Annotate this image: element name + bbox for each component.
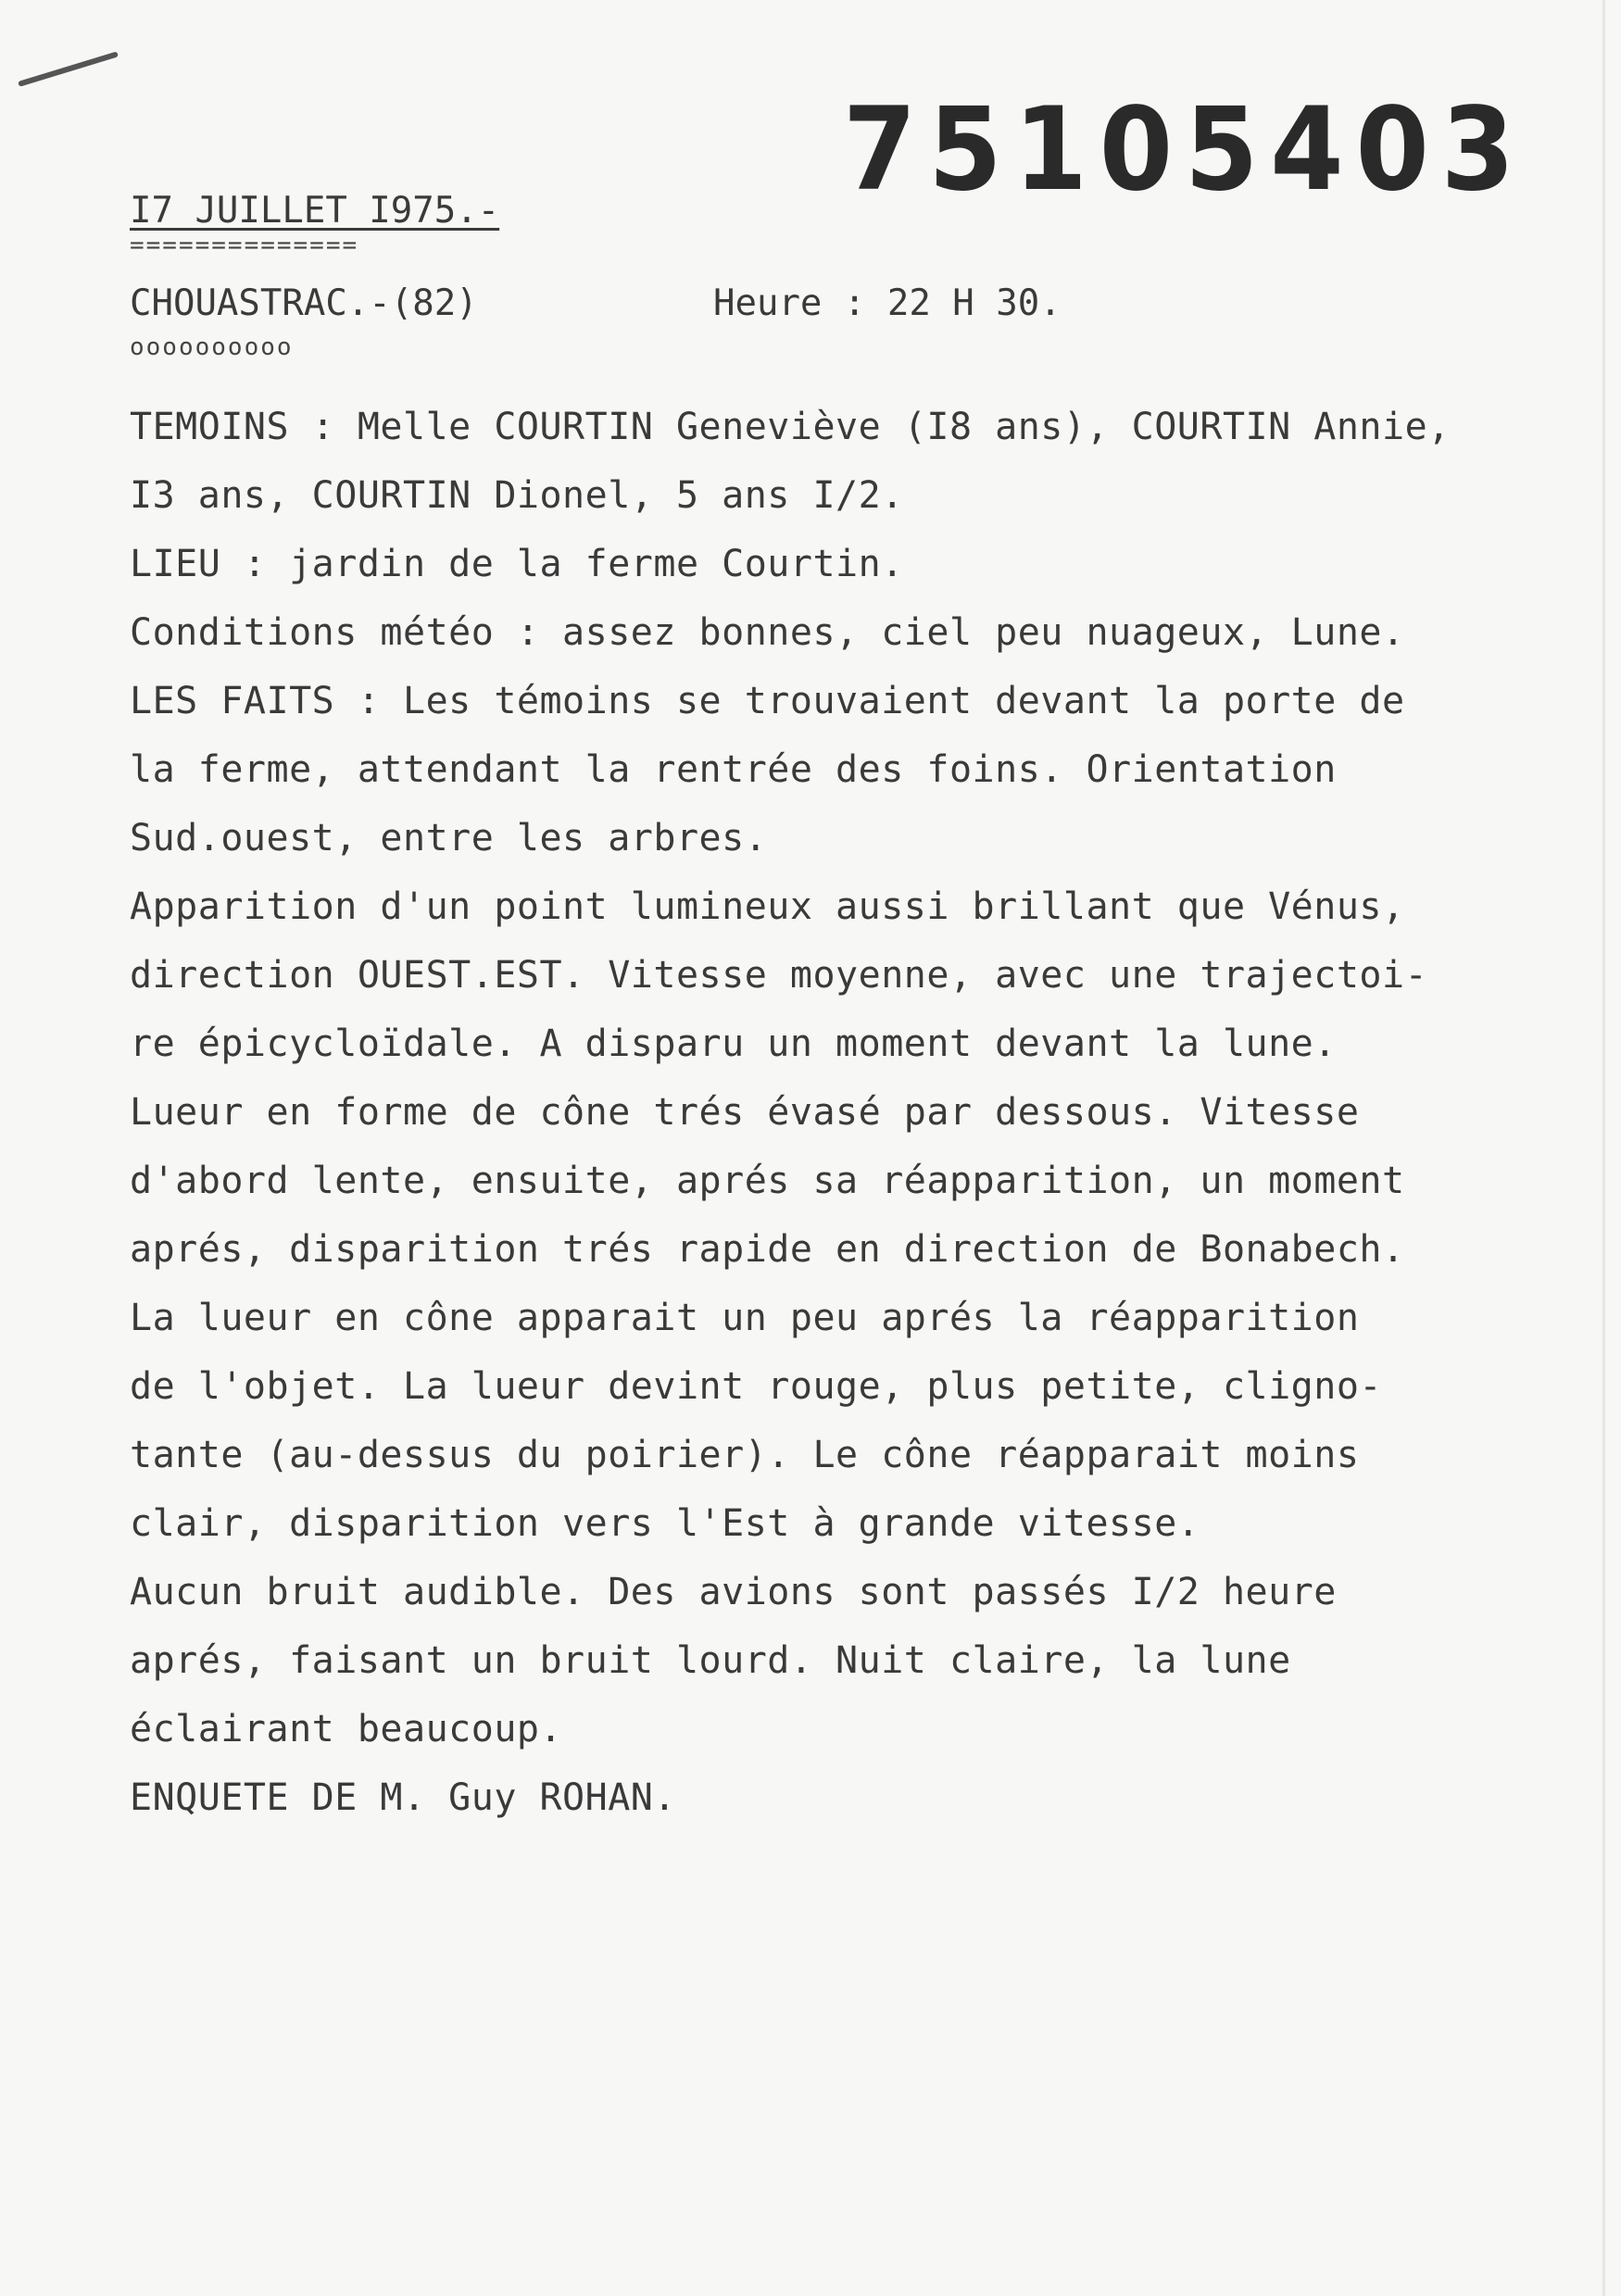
body-line: Sud.ouest, entre les arbres.	[130, 817, 768, 859]
place-underline-rule: oooooooooo	[130, 333, 294, 361]
document-number-stamp: 75105403	[843, 83, 1527, 217]
body-line: re épicycloïdale. A disparu un moment devant la lune.	[130, 1023, 1337, 1065]
report-time: Heure : 22 H 30.	[713, 282, 1062, 324]
body-line: aprés, disparition trés rapide en direction de Bonabech.	[130, 1228, 1405, 1271]
body-line: TEMOINS : Melle COURTIN Geneviève (I8 ans), COURTIN Annie,	[130, 406, 1451, 448]
body-line: Apparition d'un point lumineux aussi brillant que Vénus,	[130, 885, 1405, 928]
body-line: I3 ans, COURTIN Dionel, 5 ans I/2.	[130, 474, 904, 517]
date-underline-rule: ==============	[130, 232, 359, 259]
body-line: LES FAITS : Les témoins se trouvaient devant la porte de	[130, 680, 1405, 722]
body-line: LIEU : jardin de la ferme Courtin.	[130, 543, 904, 585]
body-line: tante (au-dessus du poirier). Le cône réapparait moins	[130, 1434, 1360, 1476]
body-line: aprés, faisant un bruit lourd. Nuit claire, la lune	[130, 1639, 1291, 1682]
body-line: Lueur en forme de cône trés évasé par dessous. Vitesse	[130, 1091, 1360, 1134]
body-line: de l'objet. La lueur devint rouge, plus petite, cligno-	[130, 1365, 1383, 1408]
investigator-line: ENQUETE DE M. Guy ROHAN.	[130, 1776, 676, 1819]
scan-edge-shadow	[1602, 0, 1605, 2296]
body-line: direction OUEST.EST. Vitesse moyenne, avec une trajectoi-	[130, 954, 1428, 997]
report-place: CHOUASTRAC.-(82)	[130, 282, 478, 324]
body-line: La lueur en cône apparait un peu aprés la réapparition	[130, 1297, 1360, 1339]
staple-mark	[18, 51, 119, 86]
body-line: éclairant beaucoup.	[130, 1708, 563, 1750]
body-line: la ferme, attendant la rentrée des foins. Orientation	[130, 748, 1337, 791]
body-line: clair, disparition vers l'Est à grande vitesse.	[130, 1502, 1200, 1545]
body-line: Conditions météo : assez bonnes, ciel peu nuageux, Lune.	[130, 611, 1405, 654]
body-line: Aucun bruit audible. Des avions sont passés I/2 heure	[130, 1571, 1337, 1613]
report-date: I7 JUILLET I975.-	[130, 190, 500, 232]
body-line: d'abord lente, ensuite, aprés sa réapparition, un moment	[130, 1160, 1405, 1202]
